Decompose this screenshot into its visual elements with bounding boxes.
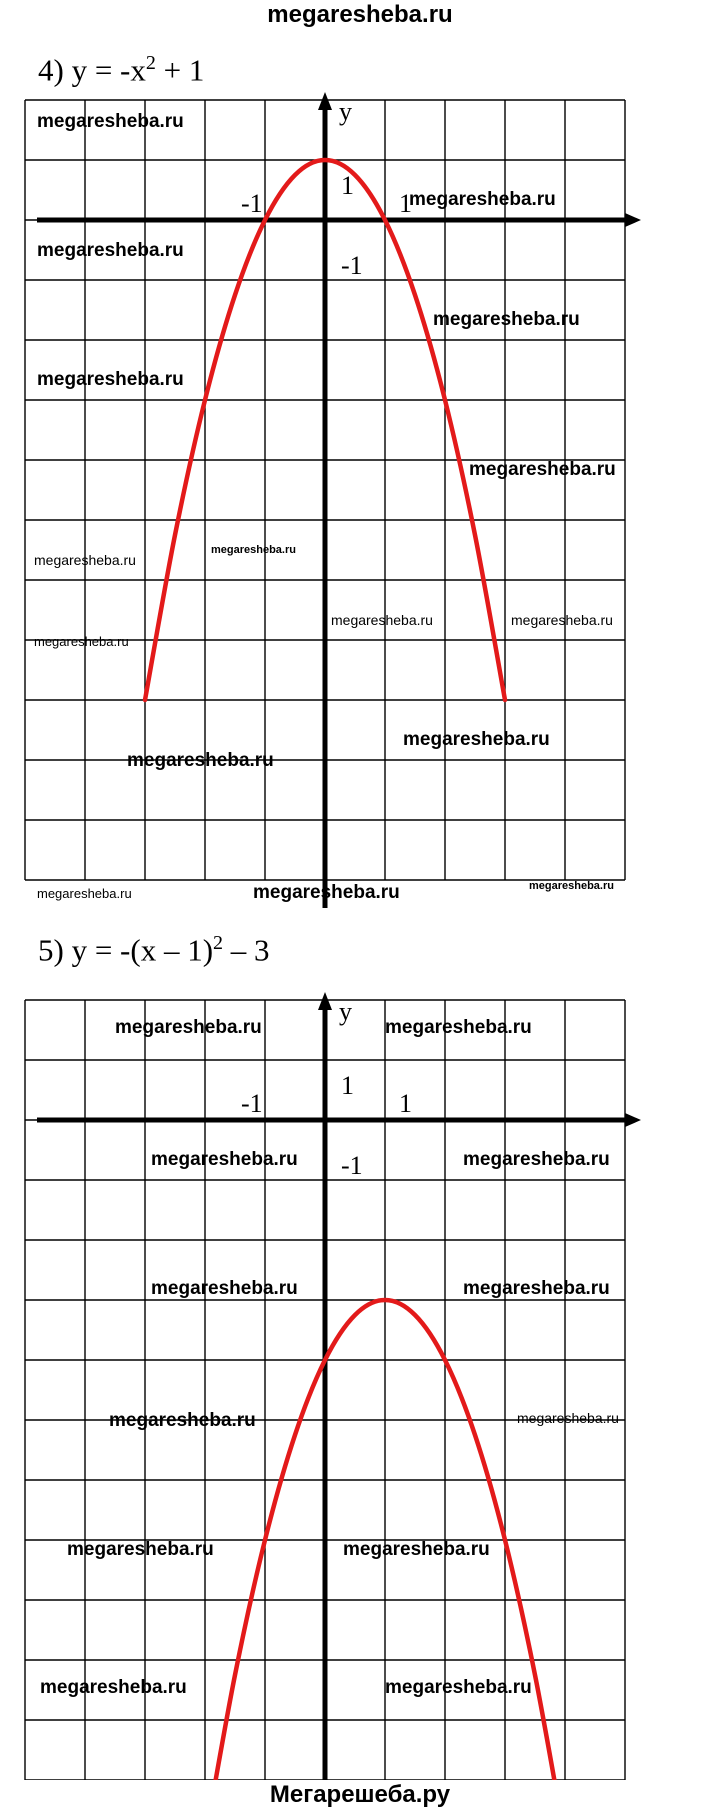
x-tick-label-minus-1: -1 [241,1089,263,1118]
watermark-text: megaresheba.ru [115,1017,262,1038]
watermark-text: megaresheba.ru [529,880,614,892]
y-axis-arrow [318,92,332,110]
y-axis-arrow [318,992,332,1010]
watermark-text: megaresheba.ru [34,552,136,568]
graph-plot-5 [0,990,720,1780]
y-axis-label: y [339,97,352,126]
equation-5-exponent: 2 [213,932,224,954]
y-tick-label-minus-1: -1 [341,251,363,280]
y-tick-label-1: 1 [341,1071,354,1100]
x-axis-arrow [625,213,641,227]
equation-4-exponent: 2 [145,52,156,74]
equation-title-5 [38,932,270,968]
y-axis-label: y [339,997,352,1026]
watermark-text: megaresheba.ru [37,369,184,390]
equation-title-4 [38,52,204,88]
watermark-text: megaresheba.ru [385,1677,532,1698]
watermark-text: megaresheba.ru [34,634,129,649]
graph-plot-4 [0,90,720,920]
watermark-text: megaresheba.ru [67,1539,214,1560]
watermark-text: megaresheba.ru [409,189,556,210]
watermark-text: megaresheba.ru [463,1278,610,1299]
y-tick-label-1: 1 [341,171,354,200]
equation-4-suffix: + 1 [155,52,205,88]
watermark-text: megaresheba.ru [109,1410,256,1431]
watermark-text: megaresheba.ru [40,1677,187,1698]
watermark-text: megaresheba.ru [331,612,433,628]
watermark-text: megaresheba.ru [463,1149,610,1170]
x-tick-label-1: 1 [399,1089,412,1118]
watermark-text: megaresheba.ru [343,1539,490,1560]
x-tick-label-minus-1: -1 [241,189,263,218]
watermark-text: megaresheba.ru [253,882,400,903]
watermark-text: megaresheba.ru [403,729,550,750]
watermark-text: megaresheba.ru [517,1410,619,1426]
watermark-text: megaresheba.ru [385,1017,532,1038]
x-tick-label-1: 1 [399,189,412,218]
watermark-text: megaresheba.ru [469,459,616,480]
watermark-text: megaresheba.ru [37,111,184,132]
watermark-text: megaresheba.ru [37,240,184,261]
equation-5-suffix: – 3 [223,932,270,968]
x-axis-arrow [625,1113,641,1127]
site-footer: Мегарешеба.ру [269,1781,451,1808]
watermark-text: megaresheba.ru [151,1278,298,1299]
watermark-text: megaresheba.ru [127,750,274,771]
watermark-text: megaresheba.ru [37,886,132,901]
site-header: megaresheba.ru [267,1,453,28]
y-tick-label-minus-1: -1 [341,1151,363,1180]
watermark-text: megaresheba.ru [151,1149,298,1170]
watermark-text: megaresheba.ru [433,309,580,330]
watermark-text: megaresheba.ru [211,544,296,556]
watermark-text: megaresheba.ru [511,612,613,628]
equation-5-base: 5) y = -(x – 1) [38,932,214,968]
equation-4-base: 4) y = -x [38,52,146,88]
